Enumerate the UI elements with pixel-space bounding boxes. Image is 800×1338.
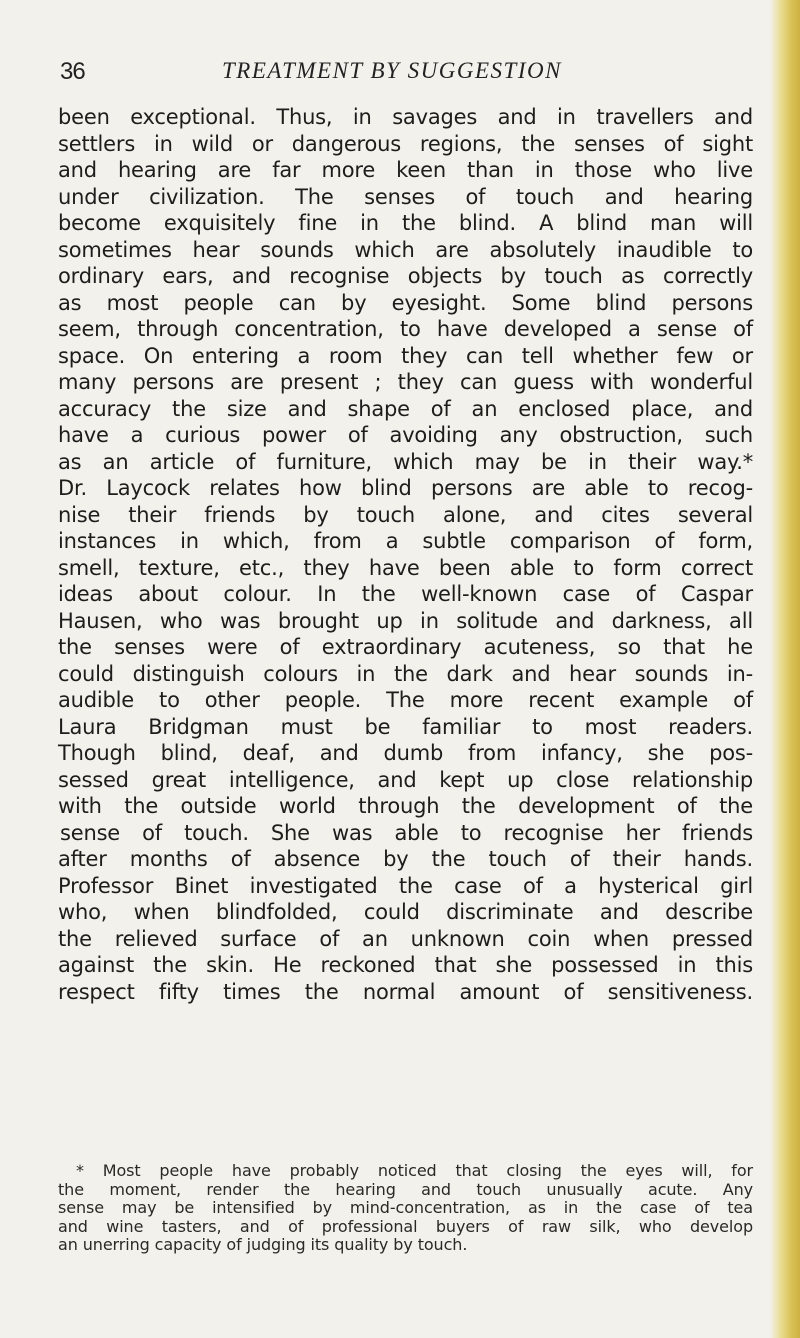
text-line: respect fifty times the normal amount of sensitiveness.	[58, 979, 753, 1004]
text-line: Professor Binet investigated the case of a hysterical girl	[58, 873, 753, 898]
text-line: sessed great intelligence, and kept up close relationship	[58, 767, 753, 792]
text-line: seem, through concentration, to have developed a sense of	[58, 317, 753, 341]
text-line: Though blind, deaf, and dumb from infancy, she pos-	[58, 741, 753, 765]
text-line: sometimes hear sounds which are absolutely inaudible to	[58, 237, 753, 262]
text-line: as most people can by eyesight. Some blind persons	[58, 290, 753, 315]
footnote-line: and wine tasters, and of professional buyers of raw silk, who develop	[58, 1216, 753, 1236]
text-line: under civilization. The senses of touch and hearing	[58, 184, 753, 209]
text-line: ordinary ears, and recognise objects by touch as correctly	[58, 264, 753, 288]
text-line: the senses were of extraordinary acuteness, so that he	[58, 635, 753, 659]
text-line: accuracy the size and shape of an enclosed place, and	[58, 396, 753, 421]
page-number: 36	[60, 58, 85, 85]
text-line: after months of absence by the touch of their hands.	[58, 847, 753, 871]
text-line: could distinguish colours in the dark and hear sounds in-	[58, 661, 753, 686]
text-line: ideas about colour. In the well-known case of Caspar	[58, 582, 753, 606]
running-title: TREATMENT BY SUGGESTION	[222, 58, 562, 83]
text-line: instances in which, from a subtle comparison of form,	[58, 529, 753, 553]
text-line: smell, texture, etc., they have been able to form correct	[58, 555, 753, 580]
text-line: the relieved surface of an unknown coin when pressed	[58, 926, 753, 951]
footnote-line: sense may be intensified by mind-concentration, as in the case of tea	[58, 1198, 753, 1217]
text-line: audible to other people. The more recent example of	[58, 688, 753, 712]
text-line: sense of touch. She was able to recognise her friends	[60, 820, 753, 845]
footnote-line: the moment, render the hearing and touch unusually acute. Any	[58, 1179, 753, 1199]
text-line: against the skin. He reckoned that she possessed in this	[58, 953, 753, 977]
text-line: have a curious power of avoiding any obstruction, such	[58, 423, 753, 447]
text-line: many persons are present ; they can guess with wonderful	[58, 370, 753, 394]
text-line: become exquisitely fine in the blind. A blind man will	[58, 211, 753, 235]
text-line: Hausen, who was brought up in solitude and darkness, all	[58, 608, 753, 633]
text-line: as an article of furniture, which may be in their way.*	[58, 449, 753, 474]
text-line: been exceptional. Thus, in savages and in travellers and	[58, 105, 753, 129]
text-line: who, when blindfolded, could discriminate and describe	[58, 900, 753, 924]
text-line: Laura Bridgman must be familiar to most readers.	[58, 714, 753, 739]
running-header	[0, 58, 800, 94]
footnote-line: * Most people have probably noticed that closing the eyes will, for	[76, 1161, 753, 1180]
text-line: and hearing are far more keen than in those who live	[58, 158, 753, 182]
text-line: space. On entering a room they can tell whether few or	[58, 343, 753, 368]
text-line: Dr. Laycock relates how blind persons are able to recog-	[58, 476, 753, 500]
page-edge-shading	[770, 0, 800, 1338]
text-line: nise their friends by touch alone, and cites several	[58, 502, 753, 527]
footnote-line: an unerring capacity of judging its quality by touch.	[58, 1235, 468, 1254]
footnote	[58, 1162, 753, 1255]
text-line: with the outside world through the development of the	[58, 794, 753, 818]
body-paragraph	[58, 104, 753, 1005]
text-line: settlers in wild or dangerous regions, the senses of sight	[58, 131, 753, 156]
